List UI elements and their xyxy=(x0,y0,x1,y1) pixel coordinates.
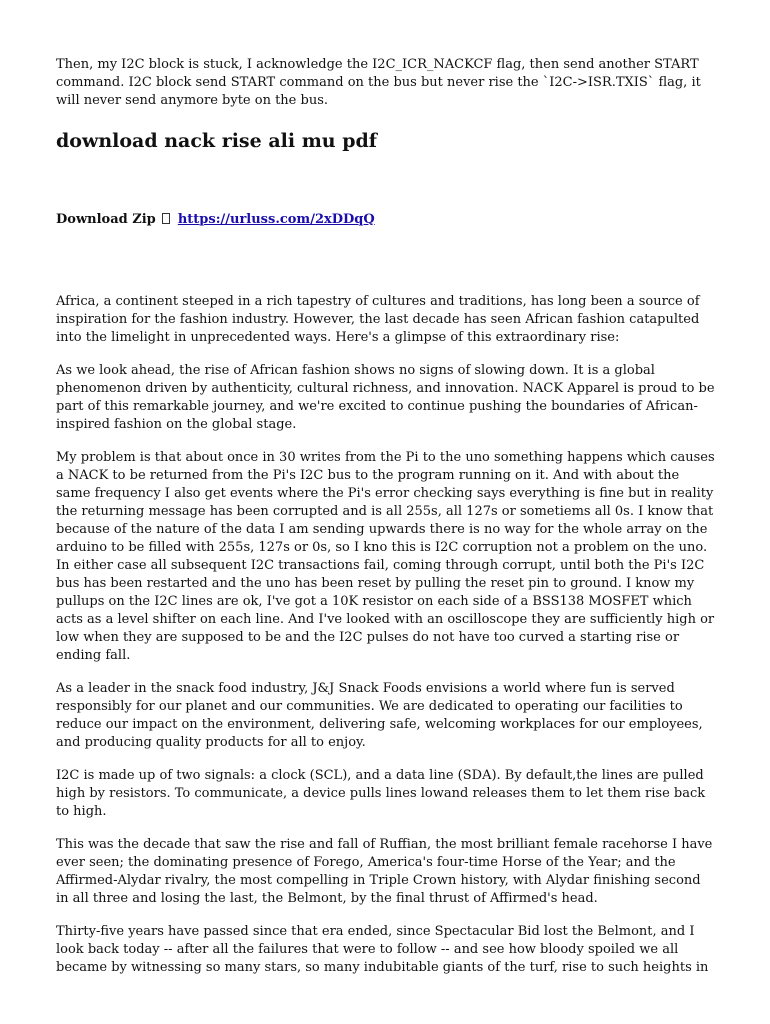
intro-paragraph: Then, my I2C block is stuck, I acknowledge the I2C_ICR_NACKCF flag, then send another START command. I2C block send START command on the bus but never rise the `I2C->ISR.TXIS` flag, it will never send anymore byte on the bus. xyxy=(56,57,701,108)
paragraph-racehorse-decade: This was the decade that saw the rise and fall of Ruffian, the most brilliant female racehorse I have ever seen; the dominating presence of Forego, America's four-time Horse of the Year; and the Affirmed-Alydar rivalry, the most compelling in Triple Crown history, with Alydar finishing second in all three and losing the last, the Belmont, by the final thrust of Affirmed's head. xyxy=(56,837,713,906)
download-link[interactable]: https://urluss.com/2xDDqQ xyxy=(177,212,375,227)
paragraph-snack-foods: As a leader in the snack food industry, J&J Snack Foods envisions a world where fun is served responsibly for our planet and our communities. We are dedicated to operating our facilities to reduce our impact on the environment, delivering safe, welcoming workplaces for our employees, and producing quality products for all to enjoy. xyxy=(56,681,703,750)
paragraph-i2c-problem: My problem is that about once in 30 writes from the Pi to the uno something happens which causes a NACK to be returned from the Pi's I2C bus to the program running on it. And with about the same frequency I also get events where the Pi's error checking says everything is fine but in reality the returning message has been corrupted and is all 255s, all 127s or sometiems all 0s. I know that because of the nature of the data I am sending upwards there is no way for the whole array on the arduino to be filled with 255s, 127s or 0s, so I kno this is I2C corruption not a problem on the uno. In either case all subsequent I2C transactions fail, coming through corrupt, until both the Pi's I2C bus has been restarted and the uno has been reset by pulling the reset pin to ground. I know my pullups on the I2C lines are ok, I've got a 10K resistor on each side of a BSS138 MOSFET which acts as a level shifter on each line. And I've looked with an oscilloscope they are sufficiently high or low when they are supposed to be and the I2C pulses do not have too curved a starting rise or ending fall. xyxy=(56,450,715,663)
download-label: Download Zip xyxy=(56,212,156,227)
paragraph-thirty-five-years: Thirty-five years have passed since that era ended, since Spectacular Bid lost the Belmont, and I look back today -- after all the failures that were to follow -- and see how bloody spoiled we all became by witnessing so many stars, so many indubitable giants of the turf, rise to such heights in xyxy=(56,924,709,975)
paragraph-i2c-signals: I2C is made up of two signals: a clock (SCL), and a data line (SDA). By default,the lines are pulled high by resistors. To communicate, a device pulls lines lowand releases them to let them rise back to high. xyxy=(56,768,706,819)
document-page xyxy=(56,56,716,992)
paragraph-look-ahead: As we look ahead, the rise of African fashion shows no signs of slowing down. It is a global phenomenon driven by authenticity, cultural richness, and innovation. NACK Apparel is proud to be part of this remarkable journey, and we're excited to continue pushing the boundaries of African-inspired fashion on the global stage. xyxy=(56,363,715,432)
download-line xyxy=(56,211,716,229)
missing-glyph-icon xyxy=(162,213,170,224)
page-title: download nack rise ali mu pdf xyxy=(56,130,377,152)
paragraph-africa-fashion: Africa, a continent steeped in a rich tapestry of cultures and traditions, has long been a source of inspiration for the fashion industry. However, the last decade has seen African fashion catapulted into the limelight in unprecedented ways. Here's a glimpse of this extraordinary rise: xyxy=(56,294,700,345)
